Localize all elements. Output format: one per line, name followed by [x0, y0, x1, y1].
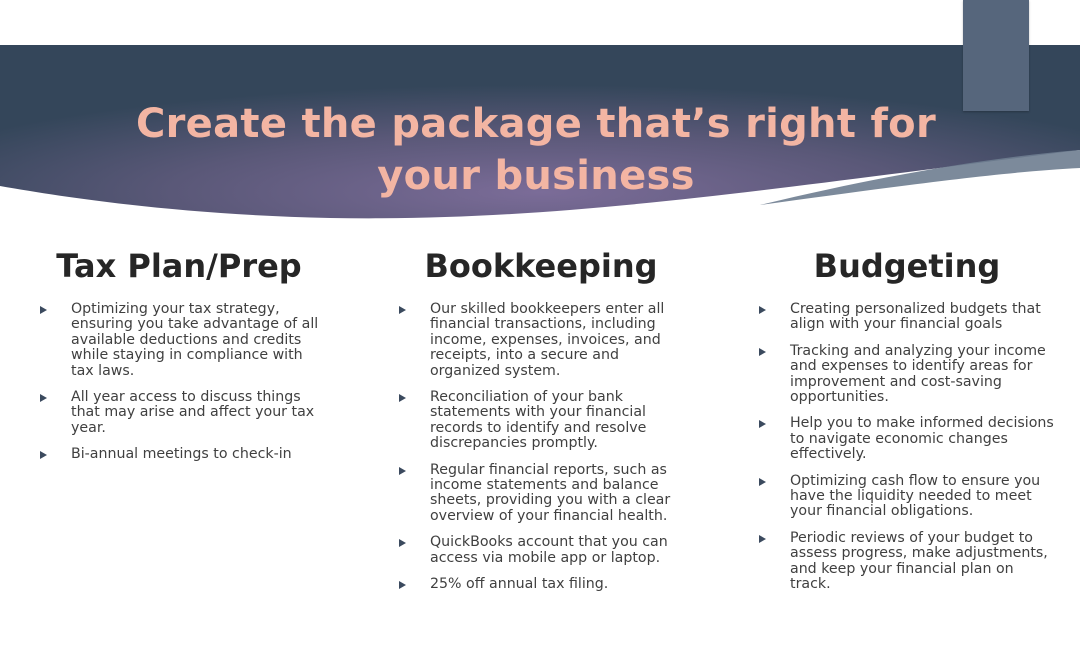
- triangle-bullet-icon: [759, 348, 766, 356]
- triangle-bullet-icon: [399, 306, 406, 314]
- slide-title: Create the package that’s right for your business: [136, 101, 936, 199]
- list-item-text: Regular financial reports, such as income statements and balance sheets, providing you with a clear overview of your financial health.: [430, 461, 671, 524]
- bullet-list: [397, 302, 685, 593]
- list-item: [38, 302, 320, 379]
- list-item-text: All year access to discuss things that may arise and affect your tax year.: [71, 389, 315, 436]
- list-item: [397, 535, 685, 566]
- list-item: [397, 463, 685, 525]
- list-item: [38, 447, 320, 462]
- column-heading: Budgeting: [813, 247, 1001, 285]
- list-item: [397, 577, 685, 592]
- list-item-text: Creating personalized budgets that align with your financial goals: [790, 301, 1041, 333]
- list-item: [757, 344, 1057, 406]
- triangle-bullet-icon: [399, 467, 406, 475]
- list-item: [757, 474, 1057, 520]
- list-item-text: Optimizing your tax strategy, ensuring you take advantage of all available deductions and credits while staying in compliance with tax laws.: [71, 301, 319, 379]
- list-item: [757, 302, 1057, 333]
- list-item: [397, 390, 685, 452]
- list-item-text: 25% off annual tax filing.: [430, 576, 609, 593]
- list-item-text: Tracking and analyzing your income and expenses to identify areas for improvement and cost-saving opportunities.: [790, 342, 1046, 406]
- column-tax-plan-prep: [38, 244, 320, 474]
- list-item-text: Reconciliation of your bank statements with your financial records to identify and resolve discrepancies promptly.: [430, 389, 647, 452]
- list-item: [38, 390, 320, 436]
- triangle-bullet-icon: [399, 581, 406, 589]
- column-heading: Bookkeeping: [424, 247, 658, 285]
- list-item: [757, 531, 1057, 593]
- triangle-bullet-icon: [40, 394, 47, 402]
- triangle-bullet-icon: [759, 478, 766, 486]
- list-item-text: Optimizing cash flow to ensure you have the liquidity needed to meet your financial obligations.: [790, 472, 1041, 520]
- bullet-list: [757, 302, 1057, 593]
- list-item-text: Our skilled bookkeepers enter all financial transactions, including income, expenses, invoices, and receipts, into a secure and organized system.: [430, 301, 665, 379]
- list-item-text: Bi-annual meetings to check-in: [71, 446, 292, 463]
- triangle-bullet-icon: [759, 535, 766, 543]
- triangle-bullet-icon: [759, 420, 766, 428]
- list-item-text: QuickBooks account that you can access via mobile app or laptop.: [430, 534, 668, 566]
- list-item-text: Periodic reviews of your budget to assess progress, make adjustments, and keep your financial plan on track.: [790, 529, 1048, 593]
- bullet-list: [38, 302, 320, 463]
- list-item: [397, 302, 685, 379]
- column-bookkeeping: [397, 244, 685, 604]
- triangle-bullet-icon: [40, 451, 47, 459]
- triangle-bullet-icon: [399, 539, 406, 547]
- triangle-bullet-icon: [399, 394, 406, 402]
- column-budgeting: [757, 244, 1057, 604]
- list-item-text: Help you to make informed decisions to navigate economic changes effectively.: [790, 415, 1054, 463]
- list-item: [757, 416, 1057, 462]
- column-heading: Tax Plan/Prep: [56, 247, 302, 285]
- triangle-bullet-icon: [40, 306, 47, 314]
- triangle-bullet-icon: [759, 306, 766, 314]
- corner-accent-tab: [963, 0, 1029, 111]
